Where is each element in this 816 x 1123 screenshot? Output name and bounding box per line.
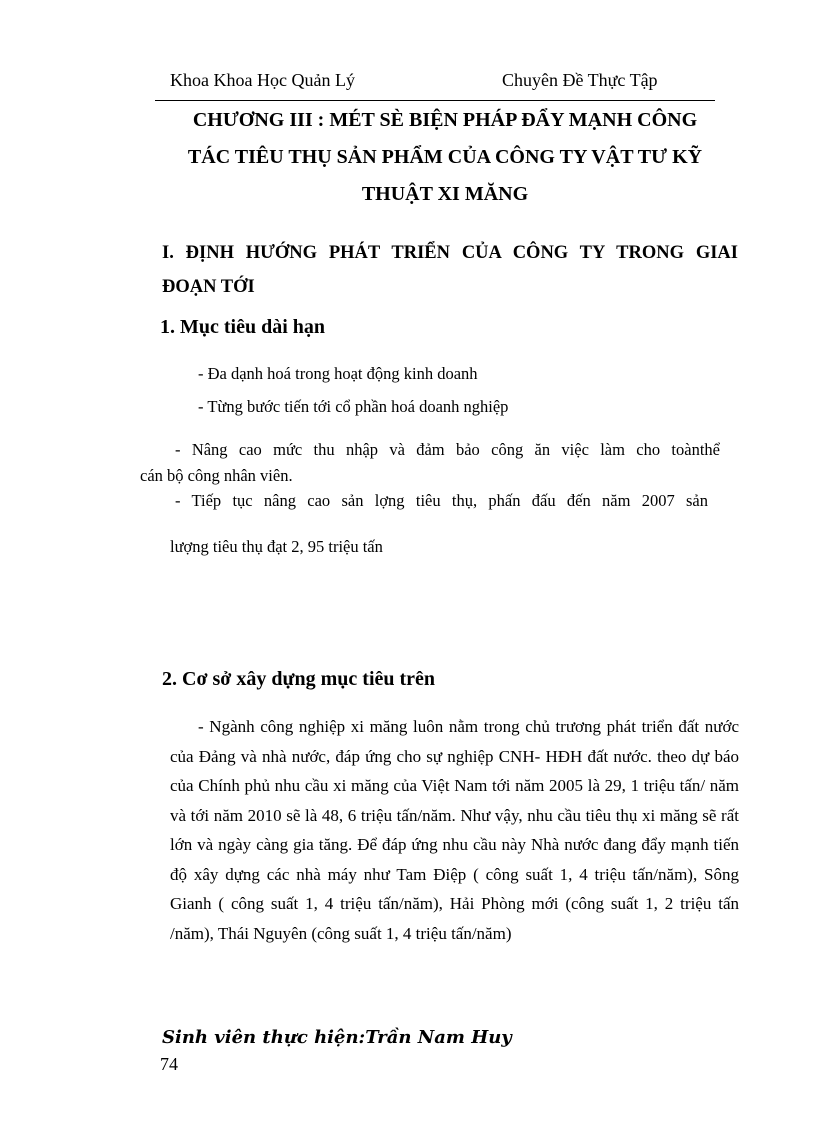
section-heading-line-1: I. ĐỊNH HƯỚNG PHÁT TRIỂN CỦA CÔNG TY TRONG GIAI: [162, 243, 738, 263]
body-paragraph-text: - Ngành công nghiệp xi măng luôn nằm trong chủ trương phát triển đất nước của Đảng và nhà nước, đáp ứng cho sự nghiệp CNH- HĐH đất nước. theo dự báo của Chính phủ nhu cầu xi măng của Việt Nam tới năm 2005 là 29, 1 triệu tấn/ năm và tới năm 2010 sẽ là 48, 6 triệu tấn/năm. Như vậy, nhu cầu tiêu thụ xi măng sẽ rất lớn và ngày càng gia tăng. Để đáp ứng nhu cầu này Nhà nước đang đẩy mạnh tiến độ xây dựng các nhà máy như Tam Điệp ( công suất 1, 4 triệu tấn/năm), Sông Gianh ( công suất 1, 4 triệu tấn/năm), Hải Phòng mới (công suất 1, 2 triệu tấn /năm), Thái Nguyên (công suất 1, 4 triệu tấn/năm): [170, 717, 739, 943]
header-report-type: Chuyên Đề Thực Tập: [502, 70, 658, 90]
goal-item: - Nâng cao mức thu nhập và đảm bảo công ăn việc làm cho toànthể: [175, 440, 720, 459]
chapter-title: [150, 102, 740, 213]
goal-item: - Từng bước tiến tới cổ phần hoá doanh nghiệp: [198, 397, 509, 416]
chapter-title-line-1: CHƯƠNG III : MÉT SÈ BIỆN PHÁP ĐẨY MẠNH CÔNG: [192, 109, 698, 131]
chapter-title-line-2: TÁC TIÊU THỤ SẢN PHẨM CỦA CÔNG TY VẬT TƯ KỸ: [187, 146, 703, 168]
section-heading-line-2: ĐOẠN TỚI: [162, 277, 255, 297]
page-number: 74: [160, 1054, 178, 1074]
header-divider: [155, 100, 715, 101]
chapter-title-line-3: THUẬT XI MĂNG: [361, 183, 529, 205]
body-paragraph: [170, 712, 739, 948]
student-signature: Sinh viên thực hiện:Trần Nam Huy: [162, 1027, 512, 1048]
subsection-1-title: 1. Mục tiêu dài hạn: [160, 316, 326, 338]
header-faculty: Khoa Khoa Học Quản Lý: [170, 70, 355, 90]
goal-item: - Tiếp tục nâng cao sản lợng tiêu thụ, phấn đấu đến năm 2007 sản: [175, 491, 708, 510]
goal-item-continuation: cán bộ công nhân viên.: [140, 466, 293, 485]
goal-item-continuation: lượng tiêu thụ đạt 2, 95 triệu tấn: [170, 537, 383, 556]
subsection-2-title: 2. Cơ sở xây dựng mục tiêu trên: [162, 668, 436, 690]
section-heading: [162, 236, 738, 304]
goal-item: - Đa dạnh hoá trong hoạt động kinh doanh: [198, 364, 478, 383]
